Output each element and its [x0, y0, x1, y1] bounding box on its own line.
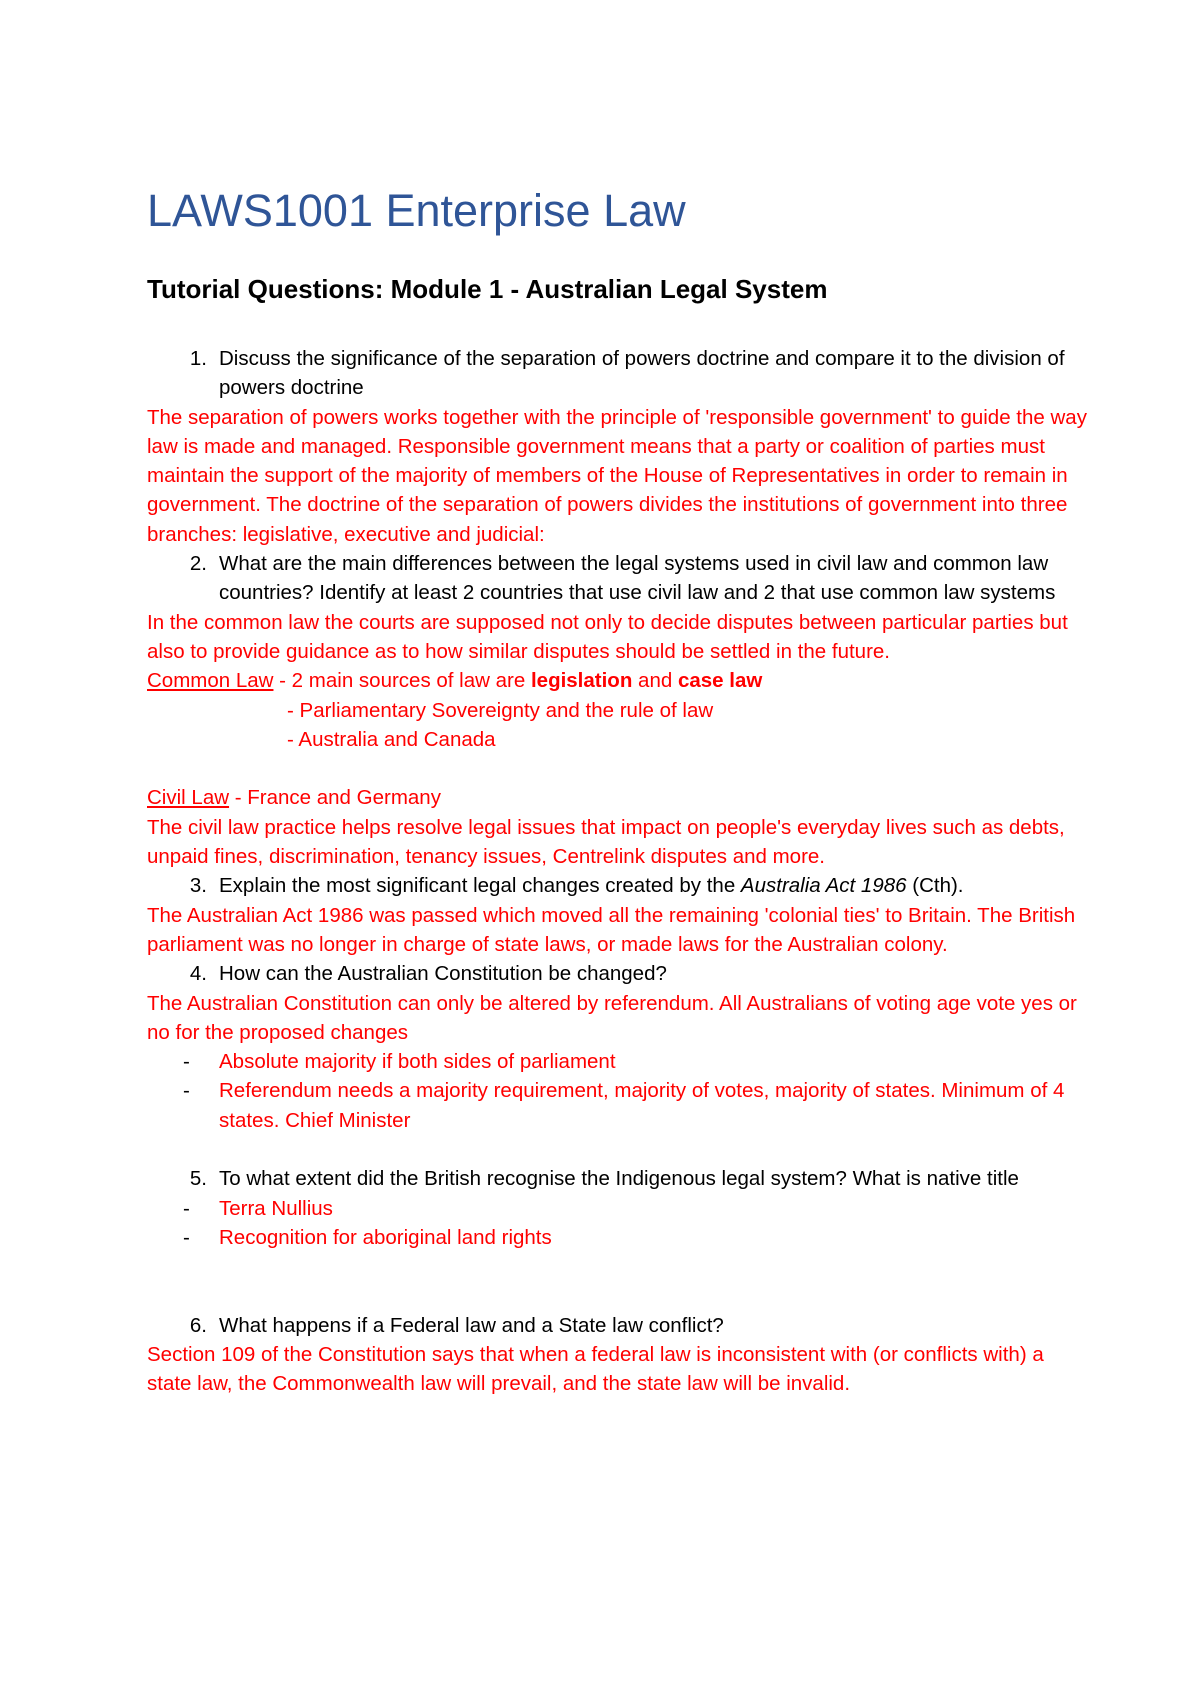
common-law-countries: - Australia and Canada — [287, 727, 496, 751]
answer-6: Section 109 of the Constitution says that when a federal law is inconsistent with (or conflicts with) a state law, the Commonwealth law will prevail, and the state law will be invalid. — [147, 1343, 1044, 1396]
list-item: - Terra Nullius — [147, 1194, 1087, 1223]
common-law-line — [147, 666, 1087, 695]
dash-marker: - — [183, 1196, 190, 1220]
question-4 — [147, 959, 1087, 988]
question-3 — [147, 871, 1087, 900]
case-law-term: case law — [677, 669, 763, 693]
question-number: 2. — [189, 552, 207, 576]
question-number: 1. — [189, 347, 207, 370]
list-item: - Absolute majority if both sides of parliament — [147, 1047, 1087, 1076]
question-2 — [147, 549, 1087, 608]
question-6 — [147, 1311, 1087, 1340]
tutorial-content — [147, 344, 1087, 1399]
question-5 — [147, 1164, 1087, 1193]
legislation-term: legislation — [530, 669, 633, 693]
question-text: What happens if a Federal law and a State law conflict? — [219, 1313, 724, 1337]
common-law-detail: - Parliamentary Sovereignty and the rule of law — [287, 698, 714, 722]
question-1 — [147, 344, 1087, 403]
dash-marker: - — [183, 1050, 190, 1074]
common-law-text: - 2 main sources of law are — [273, 669, 531, 693]
answer-3: The Australian Act 1986 was passed which moved all the remaining 'colonial ties' to Britain. The British parliament was no longer in charge of state laws, or made laws for the Australian colony. — [147, 903, 1076, 956]
question-text: Discuss the significance of the separation of powers doctrine and compare it to the division of powers doctrine — [219, 347, 1065, 400]
dash-marker: - — [183, 1225, 190, 1249]
answer-4: The Australian Constitution can only be altered by referendum. All Australians of voting age vote yes or no for the proposed changes — [147, 991, 1077, 1044]
question-text: To what extent did the British recognise the Indigenous legal system? What is native title — [219, 1167, 1019, 1191]
answer-1: The separation of powers works together with the principle of 'responsible government' to guide the way law is made and managed. Responsible government means that a party or coalition of parties must maintain the support of the majority of members of the House of Representatives in order to remain in government. The doctrine of the separation of powers divides the institutions of government into three branches: legislative, executive and judicial: — [147, 405, 1087, 546]
civil-law-countries: - France and Germany — [229, 786, 441, 810]
document-subtitle: Tutorial Questions: Module 1 - Australian Legal System — [147, 274, 828, 304]
question-text: What are the main differences between the legal systems used in civil law and common law countries? Identify at least 2 countries that use civil law and 2 that use common law systems — [219, 552, 1056, 605]
list-item: - Recognition for aboriginal land rights — [147, 1223, 1087, 1252]
dash-marker: - — [183, 1079, 190, 1103]
question-number: 5. — [189, 1167, 207, 1191]
common-law-label: Common Law — [147, 669, 274, 693]
question-text: How can the Australian Constitution be changed? — [219, 962, 667, 986]
answer-2: In the common law the courts are supposed not only to decide disputes between particular parties but also to provide guidance as to how similar disputes should be settled in the future. — [147, 610, 1068, 663]
question-number: 3. — [189, 874, 207, 898]
act-title: Australia Act 1986 — [740, 874, 907, 898]
document-title: LAWS1001 Enterprise Law — [147, 185, 686, 236]
list-item: - Referendum needs a majority requirement, majority of votes, majority of states. Minimum of 4 states. Chief Minister — [147, 1076, 1087, 1135]
civil-law-text: The civil law practice helps resolve legal issues that impact on people's everyday lives such as debts, unpaid fines, discrimination, tenancy issues, Centrelink disputes and more. — [147, 815, 1065, 869]
civil-law-label: Civil Law — [147, 786, 230, 810]
question-number: 4. — [189, 962, 207, 986]
and-text: and — [632, 669, 678, 693]
question-number: 6. — [189, 1313, 207, 1337]
civil-law-line — [147, 783, 1087, 812]
question-text: Explain the most significant legal changes created by the Australia Act 1986 (Cth). — [219, 874, 964, 898]
